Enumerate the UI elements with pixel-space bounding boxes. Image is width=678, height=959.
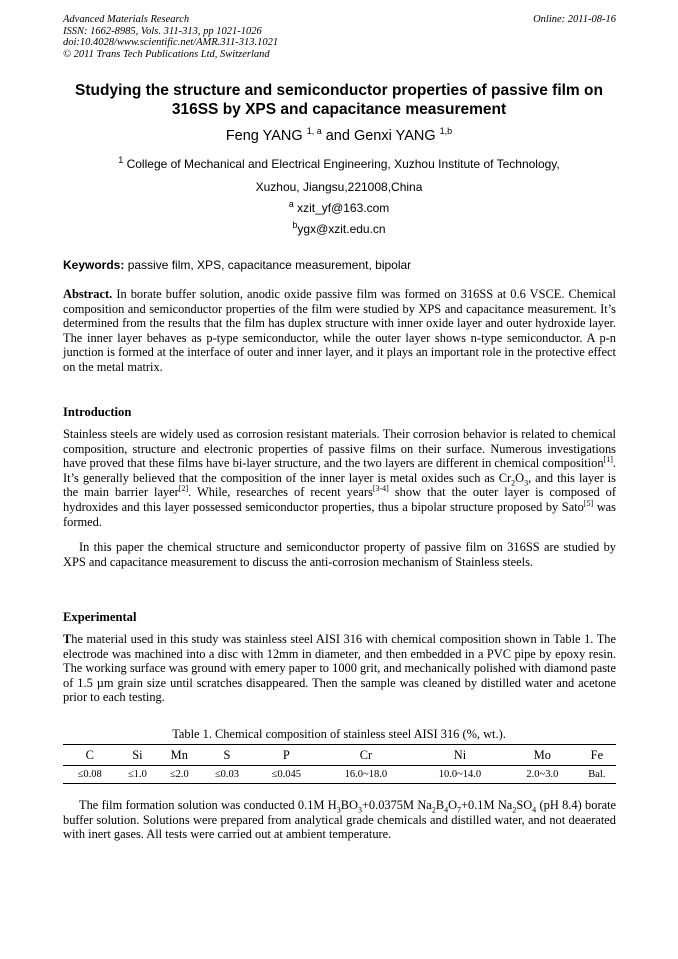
intro-text-b: . It’s generally believed that the composition of the inner layer is metal oxides such as Cr: [63, 456, 616, 485]
table-cell: Bal.: [578, 766, 616, 784]
keywords: [63, 258, 616, 272]
experimental-heading: Experimental: [63, 610, 137, 624]
affiliation-number: 1: [118, 155, 124, 165]
subscript: 7: [457, 805, 462, 815]
table-cell: ≤0.08: [63, 766, 117, 784]
paper-title: [55, 81, 623, 119]
experimental-text-b: BO: [340, 798, 358, 812]
email-b-line: [0, 222, 678, 236]
author-1-marker: 1, a: [306, 126, 322, 137]
keywords-label: Keywords:: [63, 258, 125, 272]
author-conjunction: and: [325, 128, 350, 144]
experimental-text-d: B: [435, 798, 445, 812]
intro-text-f: show that the outer layer is composed of hydroxides and this layer possessed semiconductor properties, thus a bipolar structure proposed by Sato: [63, 485, 616, 514]
table-cell: ≤0.03: [200, 766, 254, 784]
intro-text-e: . While, researches of recent years: [188, 485, 373, 500]
author-line: [0, 127, 678, 145]
introduction-heading: Introduction: [63, 405, 132, 419]
online-date: Online: 2011-08-16: [533, 14, 616, 25]
subscript: 3: [524, 478, 529, 488]
experimental-text-g: SO: [516, 798, 533, 812]
copyright-line: © 2011 Trans Tech Publications Ltd, Switzerland: [63, 48, 270, 60]
doi-line: doi:10.4028/www.scientific.net/AMR.311-313.1021: [63, 37, 279, 49]
journal-name: Advanced Materials Research: [63, 14, 190, 25]
author-1: Feng YANG: [225, 128, 303, 144]
experimental-text-h: (pH 8.4) borate buffer solution. Solutions were prepared from analytical grade chemicals and distilled water, and not deaerated with inert gases. All tests were carried out at ambient temperature.: [63, 798, 617, 842]
email-a-marker: a: [288, 199, 294, 209]
table-header-cell: P: [254, 745, 319, 766]
table-cell: ≤0.045: [254, 766, 319, 784]
author-2-marker: 1,b: [439, 126, 453, 137]
table-cell: ≤2.0: [158, 766, 200, 784]
table-cell: 16.0~18.0: [319, 766, 413, 784]
intro-text-c: O: [515, 470, 525, 485]
affiliation-text-1: College of Mechanical and Electrical Engineering, Xuzhou Institute of Technology,: [126, 157, 560, 171]
citation-3: [3-4]: [372, 484, 389, 494]
drop-letter: T: [63, 632, 72, 646]
citation-1: [1]: [603, 455, 613, 465]
table-header-cell: Mo: [507, 745, 578, 766]
issn-line: ISSN: 1662-8985, Vols. 311-313, pp 1021-1026: [63, 25, 262, 37]
introduction-paragraph-2: In this paper the chemical structure and semiconductor property of passive film on 316SS are studied by XPS and capacitance measurement to discuss the anti-corrosion mechanism of Stainless steels.: [63, 540, 616, 569]
experimental-text-f: +0.1M Na: [461, 798, 513, 812]
introduction-paragraph-1: [63, 427, 616, 529]
abstract-label: Abstract.: [63, 287, 113, 301]
experimental-text-a: The film formation solution was conducted 0.1M H: [79, 798, 337, 812]
email-a: xzit_yf@163.com: [297, 201, 390, 215]
affiliation-line-1: [0, 157, 678, 171]
title-line-1: Studying the structure and semiconductor properties of passive film on: [75, 82, 603, 99]
experimental-text-1: he material used in this study was stainless steel AISI 316 with chemical composition shown in Table 1. The electrode was machined into a disc with 12mm in diameter, and then embedded in a PVC pipe by epoxy resin. The working surface was ground with emery paper to 1000 grit, and mechanically polished with diamond paste of 1.5 µm grain size until scratches disappeared. Then the sample was cleaned by distilled water and acetone prior to each testing.: [63, 632, 616, 705]
table-header-cell: C: [63, 745, 117, 766]
subscript: 3: [336, 805, 341, 815]
author-2: Genxi YANG: [353, 128, 436, 144]
table-header-cell: Mn: [158, 745, 200, 766]
experimental-paragraph-2: [63, 798, 616, 842]
subscript: 2: [512, 805, 517, 815]
table-header-cell: S: [200, 745, 254, 766]
experimental-paragraph-1: [63, 632, 616, 705]
table-cell: 2.0~3.0: [507, 766, 578, 784]
subscript: 2: [431, 805, 436, 815]
subscript: 4: [444, 805, 449, 815]
table-cell: ≤1.0: [117, 766, 159, 784]
abstract: [63, 287, 616, 375]
table-header-cell: Cr: [319, 745, 413, 766]
table-cell: 10.0~14.0: [413, 766, 507, 784]
subscript: 2: [511, 478, 516, 488]
email-b: ygx@xzit.edu.cn: [297, 222, 386, 236]
table-header-cell: Ni: [413, 745, 507, 766]
email-a-line: [0, 201, 678, 215]
intro-text-d: , and this layer is the main barrier layer: [63, 470, 616, 500]
table-row: [63, 766, 616, 784]
email-b-marker: b: [292, 220, 298, 230]
citation-2: [2]: [178, 484, 189, 494]
intro-text-g: was formed.: [63, 499, 616, 529]
composition-table: [63, 744, 616, 784]
table-caption: Table 1. Chemical composition of stainless steel AISI 316 (%, wt.).: [172, 727, 506, 741]
table-header-cell: Si: [117, 745, 159, 766]
table-header-row: [63, 745, 616, 766]
abstract-text: In borate buffer solution, anodic oxide passive film was formed on 316SS at 0.6 VSCE. Chemical composition and semiconductor properties of the film were studied by XPS and capacitance measurement. It’s determined from the results that the film has duplex structure with inner oxide layer and outer hydroxide layer. The inner layer behaves as p-type semiconductor, while the outer layer shows n-type semiconductor. A p-n junction is formed at the interface of outer and inner layer, and it plays an important role in the protective effect on the metal matrix.: [63, 287, 616, 374]
affiliation-line-2: Xuzhou, Jiangsu,221008,China: [255, 180, 423, 194]
experimental-text-c: +0.0375M Na: [361, 798, 432, 812]
keywords-text: passive film, XPS, capacitance measurement, bipolar: [127, 258, 412, 272]
citation-4: [5]: [583, 498, 594, 508]
experimental-text-e: O: [448, 798, 458, 812]
journal-header: [63, 14, 616, 60]
title-line-2: 316SS by XPS and capacitance measurement: [171, 101, 507, 118]
subscript: 4: [532, 805, 537, 815]
intro-text-a: Stainless steels are widely used as corrosion resistant materials. Their corrosion behavior is related to chemical composition, structure and electronic properties of passive films on their surface. Numerous investigations have proved that these films have bi-layer structure, and the two layers are different in chemical composition: [63, 427, 616, 471]
table-header-cell: Fe: [578, 745, 616, 766]
subscript: 3: [357, 805, 362, 815]
